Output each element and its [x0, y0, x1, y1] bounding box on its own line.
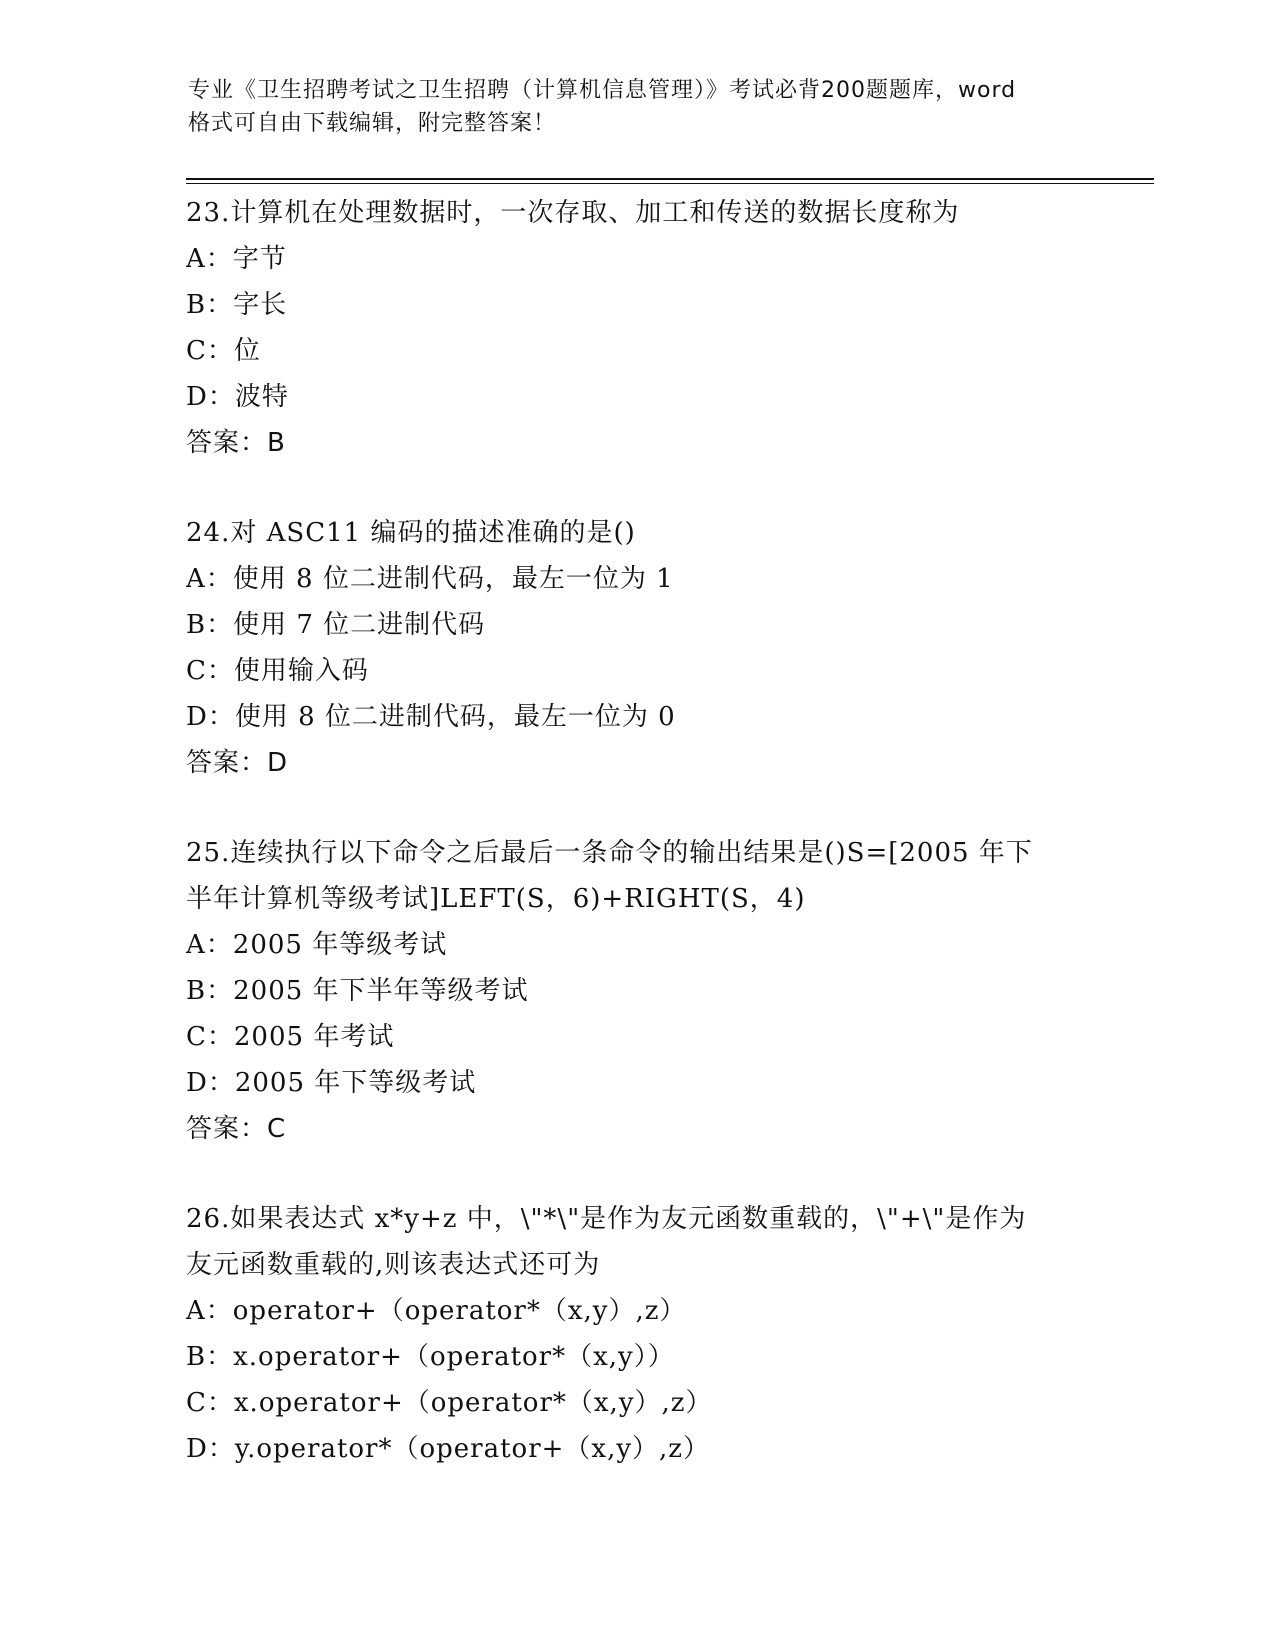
header-line-2: 格式可自由下载编辑，附完整答案！ — [188, 111, 557, 136]
question-stem-line-2: 半年计算机等级考试]LEFT(S，6)+RIGHT(S，4) — [186, 884, 806, 914]
option-a: A：字节 — [186, 244, 287, 274]
answer-label: 答案：B — [186, 428, 286, 458]
option-a: A：operator+（operator*（x,y）,z） — [186, 1296, 687, 1326]
question-stem-line-1: 25.连续执行以下命令之后最后一条命令的输出结果是()S=[2005 年下 — [186, 838, 1033, 868]
option-d: D：使用 8 位二进制代码，最左一位为 0 — [186, 702, 676, 732]
answer-label: 答案：D — [186, 748, 289, 778]
option-b: B：使用 7 位二进制代码 — [186, 610, 486, 640]
option-c: C：x.operator+（operator*（x,y）,z） — [186, 1388, 713, 1418]
option-a: A：使用 8 位二进制代码，最左一位为 1 — [186, 564, 674, 594]
option-b: B：字长 — [186, 290, 288, 320]
option-d: D：波特 — [186, 382, 289, 412]
question-stem-line-2: 友元函数重载的,则该表达式还可为 — [186, 1250, 601, 1280]
option-c: C：使用输入码 — [186, 656, 369, 686]
option-c: C：位 — [186, 336, 261, 366]
option-d: D：y.operator*（operator+（x,y）,z） — [186, 1434, 710, 1464]
header-line-1: 专业《卫生招聘考试之卫生招聘（计算机信息管理）》考试必背200题题库，word — [188, 78, 1017, 103]
option-c: C：2005 年考试 — [186, 1022, 395, 1052]
header-divider-thick — [186, 178, 1154, 180]
option-b: B：2005 年下半年等级考试 — [186, 976, 529, 1006]
question-list — [186, 190, 1116, 1472]
question-24 — [186, 510, 1116, 786]
question-26 — [186, 1196, 1116, 1472]
answer-label: 答案：C — [186, 1114, 287, 1144]
document-header — [188, 74, 1088, 140]
header-divider-thin — [186, 183, 1154, 184]
question-stem: 23.计算机在处理数据时，一次存取、加工和传送的数据长度称为 — [186, 198, 960, 228]
option-d: D：2005 年下等级考试 — [186, 1068, 477, 1098]
question-stem-line-1: 26.如果表达式 x*y+z 中，\"*\"是作为友元函数重载的，\"+\"是作为 — [186, 1204, 1027, 1234]
option-b: B：x.operator+（operator*（x,y）） — [186, 1342, 675, 1372]
question-stem: 24.对 ASC11 编码的描述准确的是() — [186, 518, 636, 548]
question-25 — [186, 830, 1116, 1152]
option-a: A：2005 年等级考试 — [186, 930, 448, 960]
question-23 — [186, 190, 1116, 466]
